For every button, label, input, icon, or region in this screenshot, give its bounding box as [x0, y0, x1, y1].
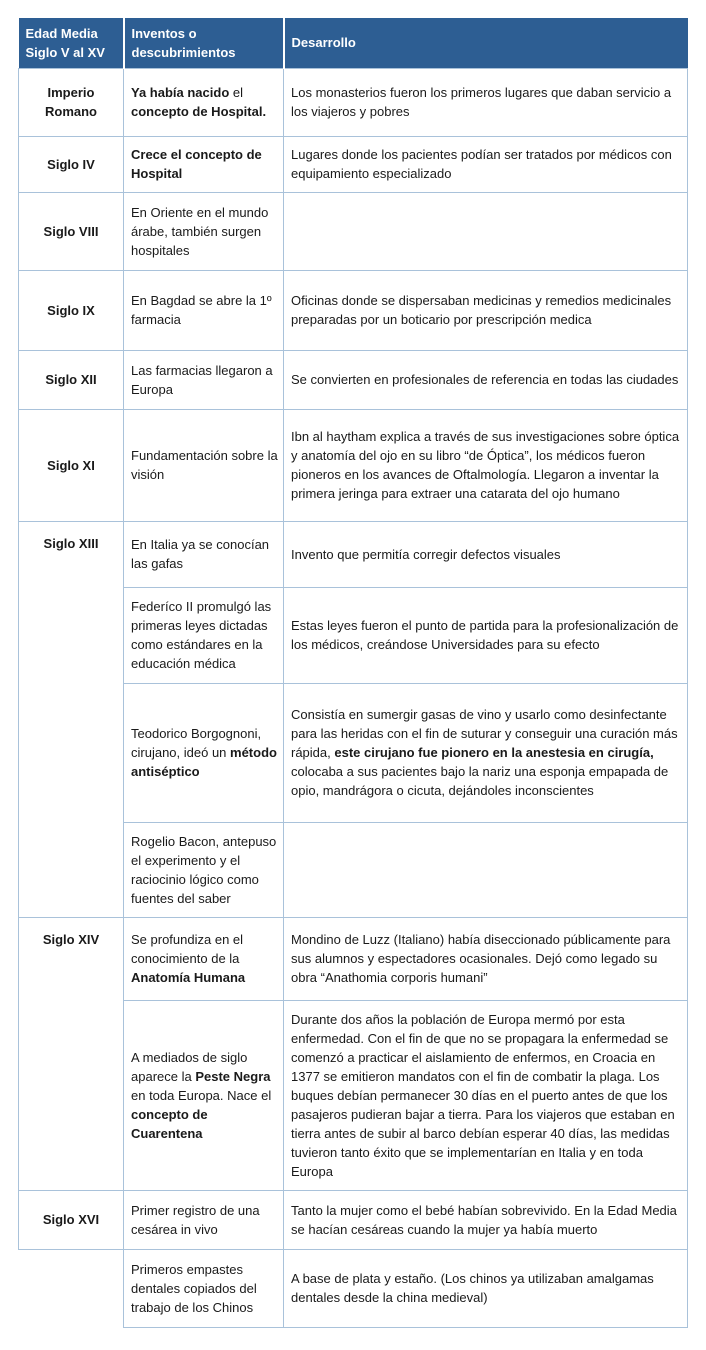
- invento-cell: Fundamentación sobre la visión: [124, 409, 284, 521]
- table-row: [19, 1249, 688, 1327]
- desarrollo-cell: Mondino de Luzz (Italiano) había diseccionado públicamente para sus alumnos y espectadores ocasionales. Dejó como legado su obra “Anathomia corporis humani”: [284, 917, 688, 1000]
- invento-cell: Crece el concepto de Hospital: [124, 136, 284, 192]
- desarrollo-cell: Consistía en sumergir gasas de vino y usarlo como desinfectante para las heridas con el fin de suturar y conseguir una curación más rápida, este cirujano fue pionero en la anestesia en cirugía, colocaba a sus pacientes bajo la nariz una esponja empapada de opio, mandrágora o cicuta, dejándoles inconscientes: [284, 683, 688, 822]
- invento-cell: Rogelio Bacon, antepuso el experimento y el raciocinio lógico como fuentes del saber: [124, 822, 284, 917]
- desarrollo-cell: Durante dos años la población de Europa mermó por esta enfermedad. Con el fin de que no se propagara la enfermedad se comenzó a practicar el aislamiento de enfermos, en Croacia en 1377 se emitieron mandatos con el fin de combatir la plaga. Los buques debían permanecer 30 días en el puerto antes de que los pasajeros pudieran bajar a tierra. Para los viajeros que estaban en tierra antes de subir al barco debían esperar 40 días, las medidas tuvieron tanto éxito que se implementarían en Italia y en toda Europa: [284, 1000, 688, 1190]
- era-cell: Siglo XII: [19, 350, 124, 409]
- table-row: [19, 917, 688, 1000]
- table-row: [19, 1190, 688, 1249]
- desarrollo-cell: [284, 192, 688, 270]
- era-cell: Siglo IX: [19, 270, 124, 350]
- era-cell: Siglo VIII: [19, 192, 124, 270]
- header-inventos-column: Inventos o descubrimientos: [124, 18, 284, 68]
- era-cell: Siglo XI: [19, 409, 124, 521]
- invento-cell: Teodorico Borgognoni, cirujano, ideó un método antiséptico: [124, 683, 284, 822]
- era-cell: Siglo IV: [19, 136, 124, 192]
- era-cell: Siglo XVI: [19, 1190, 124, 1249]
- invento-cell: Primeros empastes dentales copiados del trabajo de los Chinos: [124, 1249, 284, 1327]
- invento-cell: Federíco II promulgó las primeras leyes dictadas como estándares en la educación médica: [124, 587, 284, 683]
- table-body: [19, 68, 688, 1327]
- header-row: [19, 18, 688, 68]
- desarrollo-cell: Estas leyes fueron el punto de partida para la profesionalización de los médicos, creándose Universidades para su efecto: [284, 587, 688, 683]
- era-cell: Imperio Romano: [19, 68, 124, 136]
- desarrollo-cell: Oficinas donde se dispersaban medicinas y remedios medicinales preparadas por un boticario por prescripción medica: [284, 270, 688, 350]
- table-row: [19, 350, 688, 409]
- invento-cell: Las farmacias llegaron a Europa: [124, 350, 284, 409]
- invento-cell: En Italia ya se conocían las gafas: [124, 521, 284, 587]
- desarrollo-cell: A base de plata y estaño. (Los chinos ya utilizaban amalgamas dentales desde la china medieval): [284, 1249, 688, 1327]
- medieval-medicine-table: [18, 18, 688, 1328]
- desarrollo-cell: Lugares donde los pacientes podían ser tratados por médicos con equipamiento especializado: [284, 136, 688, 192]
- era-cell: Siglo XIII: [19, 521, 124, 917]
- table-row: [19, 409, 688, 521]
- table-row: [19, 136, 688, 192]
- invento-cell: Ya había nacido el concepto de Hospital.: [124, 68, 284, 136]
- header-desarrollo-column: Desarrollo: [284, 18, 688, 68]
- invento-cell: A mediados de siglo aparece la Peste Negra en toda Europa. Nace el concepto de Cuarentena: [124, 1000, 284, 1190]
- desarrollo-cell: Los monasterios fueron los primeros lugares que daban servicio a los viajeros y pobres: [284, 68, 688, 136]
- desarrollo-cell: Tanto la mujer como el bebé habían sobrevivido. En la Edad Media se hacían cesáreas cuando la mujer ya había muerto: [284, 1190, 688, 1249]
- invento-cell: Primer registro de una cesárea in vivo: [124, 1190, 284, 1249]
- header-era-column: Edad Media Siglo V al XV: [19, 18, 124, 68]
- desarrollo-cell: Ibn al haytham explica a través de sus investigaciones sobre óptica y anatomía del ojo en su libro “de Óptica”, los médicos fueron pioneros en los avances de Oftalmología. Llegaron a inventar la primera jeringa para extraer una catarata del ojo humano: [284, 409, 688, 521]
- desarrollo-cell: Se convierten en profesionales de referencia en todas las ciudades: [284, 350, 688, 409]
- table-row: [19, 270, 688, 350]
- table-row: [19, 521, 688, 587]
- invento-cell: En Bagdad se abre la 1º farmacia: [124, 270, 284, 350]
- era-cell: Siglo XIV: [19, 917, 124, 1190]
- invento-cell: En Oriente en el mundo árabe, también surgen hospitales: [124, 192, 284, 270]
- invento-cell: Se profundiza en el conocimiento de la Anatomía Humana: [124, 917, 284, 1000]
- table-row: [19, 68, 688, 136]
- desarrollo-cell: Invento que permitía corregir defectos visuales: [284, 521, 688, 587]
- desarrollo-cell: [284, 822, 688, 917]
- era-cell: [19, 1249, 124, 1327]
- table-row: [19, 192, 688, 270]
